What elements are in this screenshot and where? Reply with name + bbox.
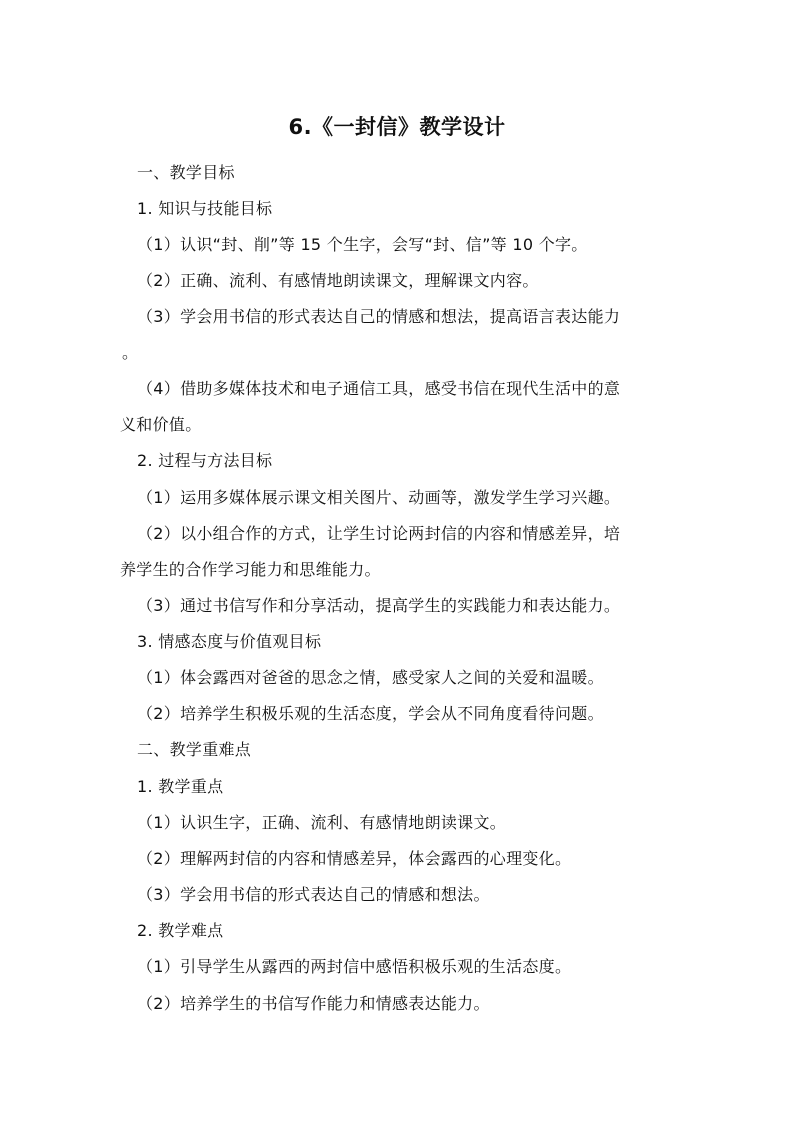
paragraph-line: （2）以小组合作的方式，让学生讨论两封信的内容和情感差异，培 [137,524,621,543]
paragraph-line: （1）引导学生从露西的两封信中感悟积极乐观的生活态度。 [137,957,572,976]
paragraph-line: （3）通过书信写作和分享活动，提高学生的实践能力和表达能力。 [137,596,621,615]
paragraph-line: （1）运用多媒体展示课文相关图片、动画等，激发学生学习兴趣。 [137,488,621,507]
paragraph-line: （2）正确、流利、有感情地朗读课文，理解课文内容。 [137,271,539,290]
subheading-attitudes-values: 3. 情感态度与价值观目标 [137,632,322,651]
subheading-process-methods: 2. 过程与方法目标 [137,451,273,470]
paragraph-line: （2）培养学生积极乐观的生活态度，学会从不同角度看待问题。 [137,704,604,723]
paragraph-line: （2）理解两封信的内容和情感差异，体会露西的心理变化。 [137,849,572,868]
paragraph-line: 义和价值。 [120,415,202,434]
paragraph-line: 养学生的合作学习能力和思维能力。 [120,560,381,579]
paragraph-line: （3）学会用书信的形式表达自己的情感和想法，提高语言表达能力 [137,307,621,326]
paragraph-line: （1）认识生字，正确、流利、有感情地朗读课文。 [137,813,507,832]
subheading-key-points: 1. 教学重点 [137,777,224,796]
section-heading-key-difficult-points: 二、教学重难点 [137,740,252,759]
paragraph-line: （1）体会露西对爸爸的思念之情，感受家人之间的关爱和温暖。 [137,668,604,687]
paragraph-line: 。 [122,343,139,362]
paragraph-line: （3）学会用书信的形式表达自己的情感和想法。 [137,885,490,904]
subheading-difficult-points: 2. 教学难点 [137,921,224,940]
paragraph-line: （1）认识“封、削”等 15 个生字，会写“封、信”等 10 个字。 [137,235,588,254]
paragraph-line: （4）借助多媒体技术和电子通信工具，感受书信在现代生活中的意 [137,379,621,398]
section-heading-teaching-goals: 一、教学目标 [137,163,235,182]
subheading-knowledge-skills: 1. 知识与技能目标 [137,199,273,218]
paragraph-line: （2）培养学生的书信写作能力和情感表达能力。 [137,994,490,1013]
document-title: 6.《一封信》教学设计 [288,115,506,139]
